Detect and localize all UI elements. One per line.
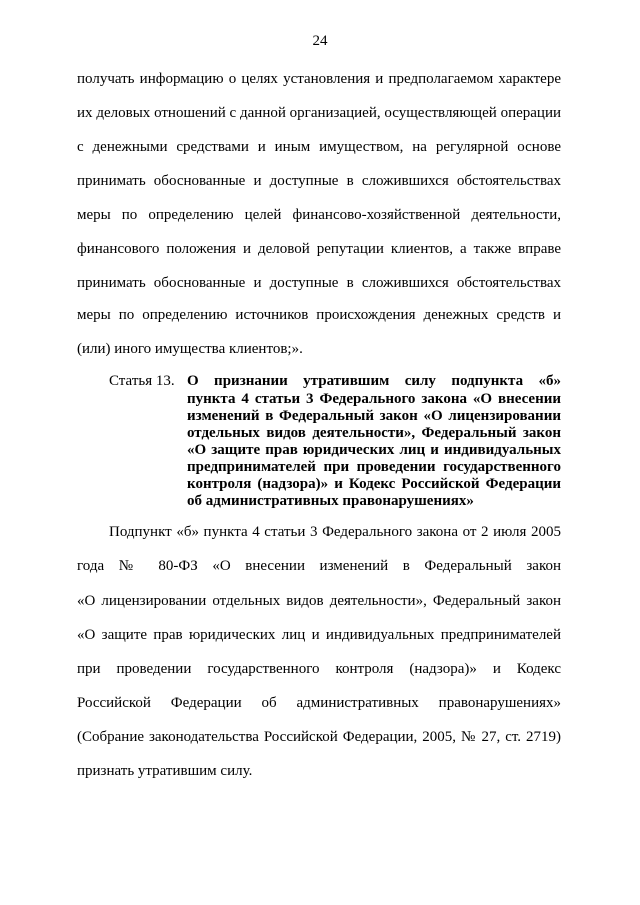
article-heading-line: «О защите прав юридических лиц и индивидуальных [187, 442, 561, 458]
paragraph-line: (или) иного имущества клиентов;». [77, 341, 303, 357]
paragraph-line: Подпункт «б» пункта 4 статьи 3 Федерального закона от 2 июля 2005 [109, 524, 561, 540]
article-heading-line: О признании утратившим силу подпункта «б» [187, 373, 561, 389]
paragraph-line: финансового положения и деловой репутации клиентов, а также вправе [77, 241, 561, 257]
paragraph-line: получать информацию о целях установления и предполагаемом характере [77, 71, 561, 87]
paragraph-line: с денежными средствами и иным имуществом, на регулярной основе [77, 139, 561, 155]
paragraph-line: при проведении государственного контроля (надзора)» и Кодекс [77, 661, 561, 677]
paragraph-line: меры по определению источников происхождения денежных средств и [77, 307, 561, 323]
paragraph-line: их деловых отношений с данной организацией, осуществляющей операции [77, 105, 561, 121]
article-heading-line: изменений в Федеральный закон «О лицензировании [187, 408, 561, 424]
paragraph-line: (Собрание законодательства Российской Федерации, 2005, № 27, ст. 2719) [77, 729, 561, 745]
article-heading-line: пункта 4 статьи 3 Федерального закона «О внесении [187, 391, 561, 407]
article-heading-line: отдельных видов деятельности», Федеральный закон [187, 425, 561, 441]
paragraph-line: принимать обоснованные и доступные в сложившихся обстоятельствах [77, 173, 561, 189]
paragraph-line: принимать обоснованные и доступные в сложившихся обстоятельствах [77, 275, 561, 291]
article-heading-line: об административных правонарушениях» [187, 493, 474, 509]
paragraph-line: признать утратившим силу. [77, 763, 253, 779]
paragraph-line: меры по определению целей финансово-хозяйственной деятельности, [77, 207, 561, 223]
article-label: Статья 13. [109, 373, 175, 389]
article-heading-line: контроля (надзора)» и Кодекс Российской Федерации [187, 476, 561, 492]
paragraph-line: «О защите прав юридических лиц и индивидуальных предпринимателей [77, 627, 561, 643]
paragraph-line: года № 80-ФЗ «О внесении изменений в Федеральный закон [77, 558, 561, 574]
page-number: 24 [312, 33, 328, 49]
paragraph-line: «О лицензировании отдельных видов деятельности», Федеральный закон [77, 593, 561, 609]
article-heading-line: предпринимателей при проведении государственного [187, 459, 561, 475]
paragraph-line: Российской Федерации об административных правонарушениях» [77, 695, 561, 711]
